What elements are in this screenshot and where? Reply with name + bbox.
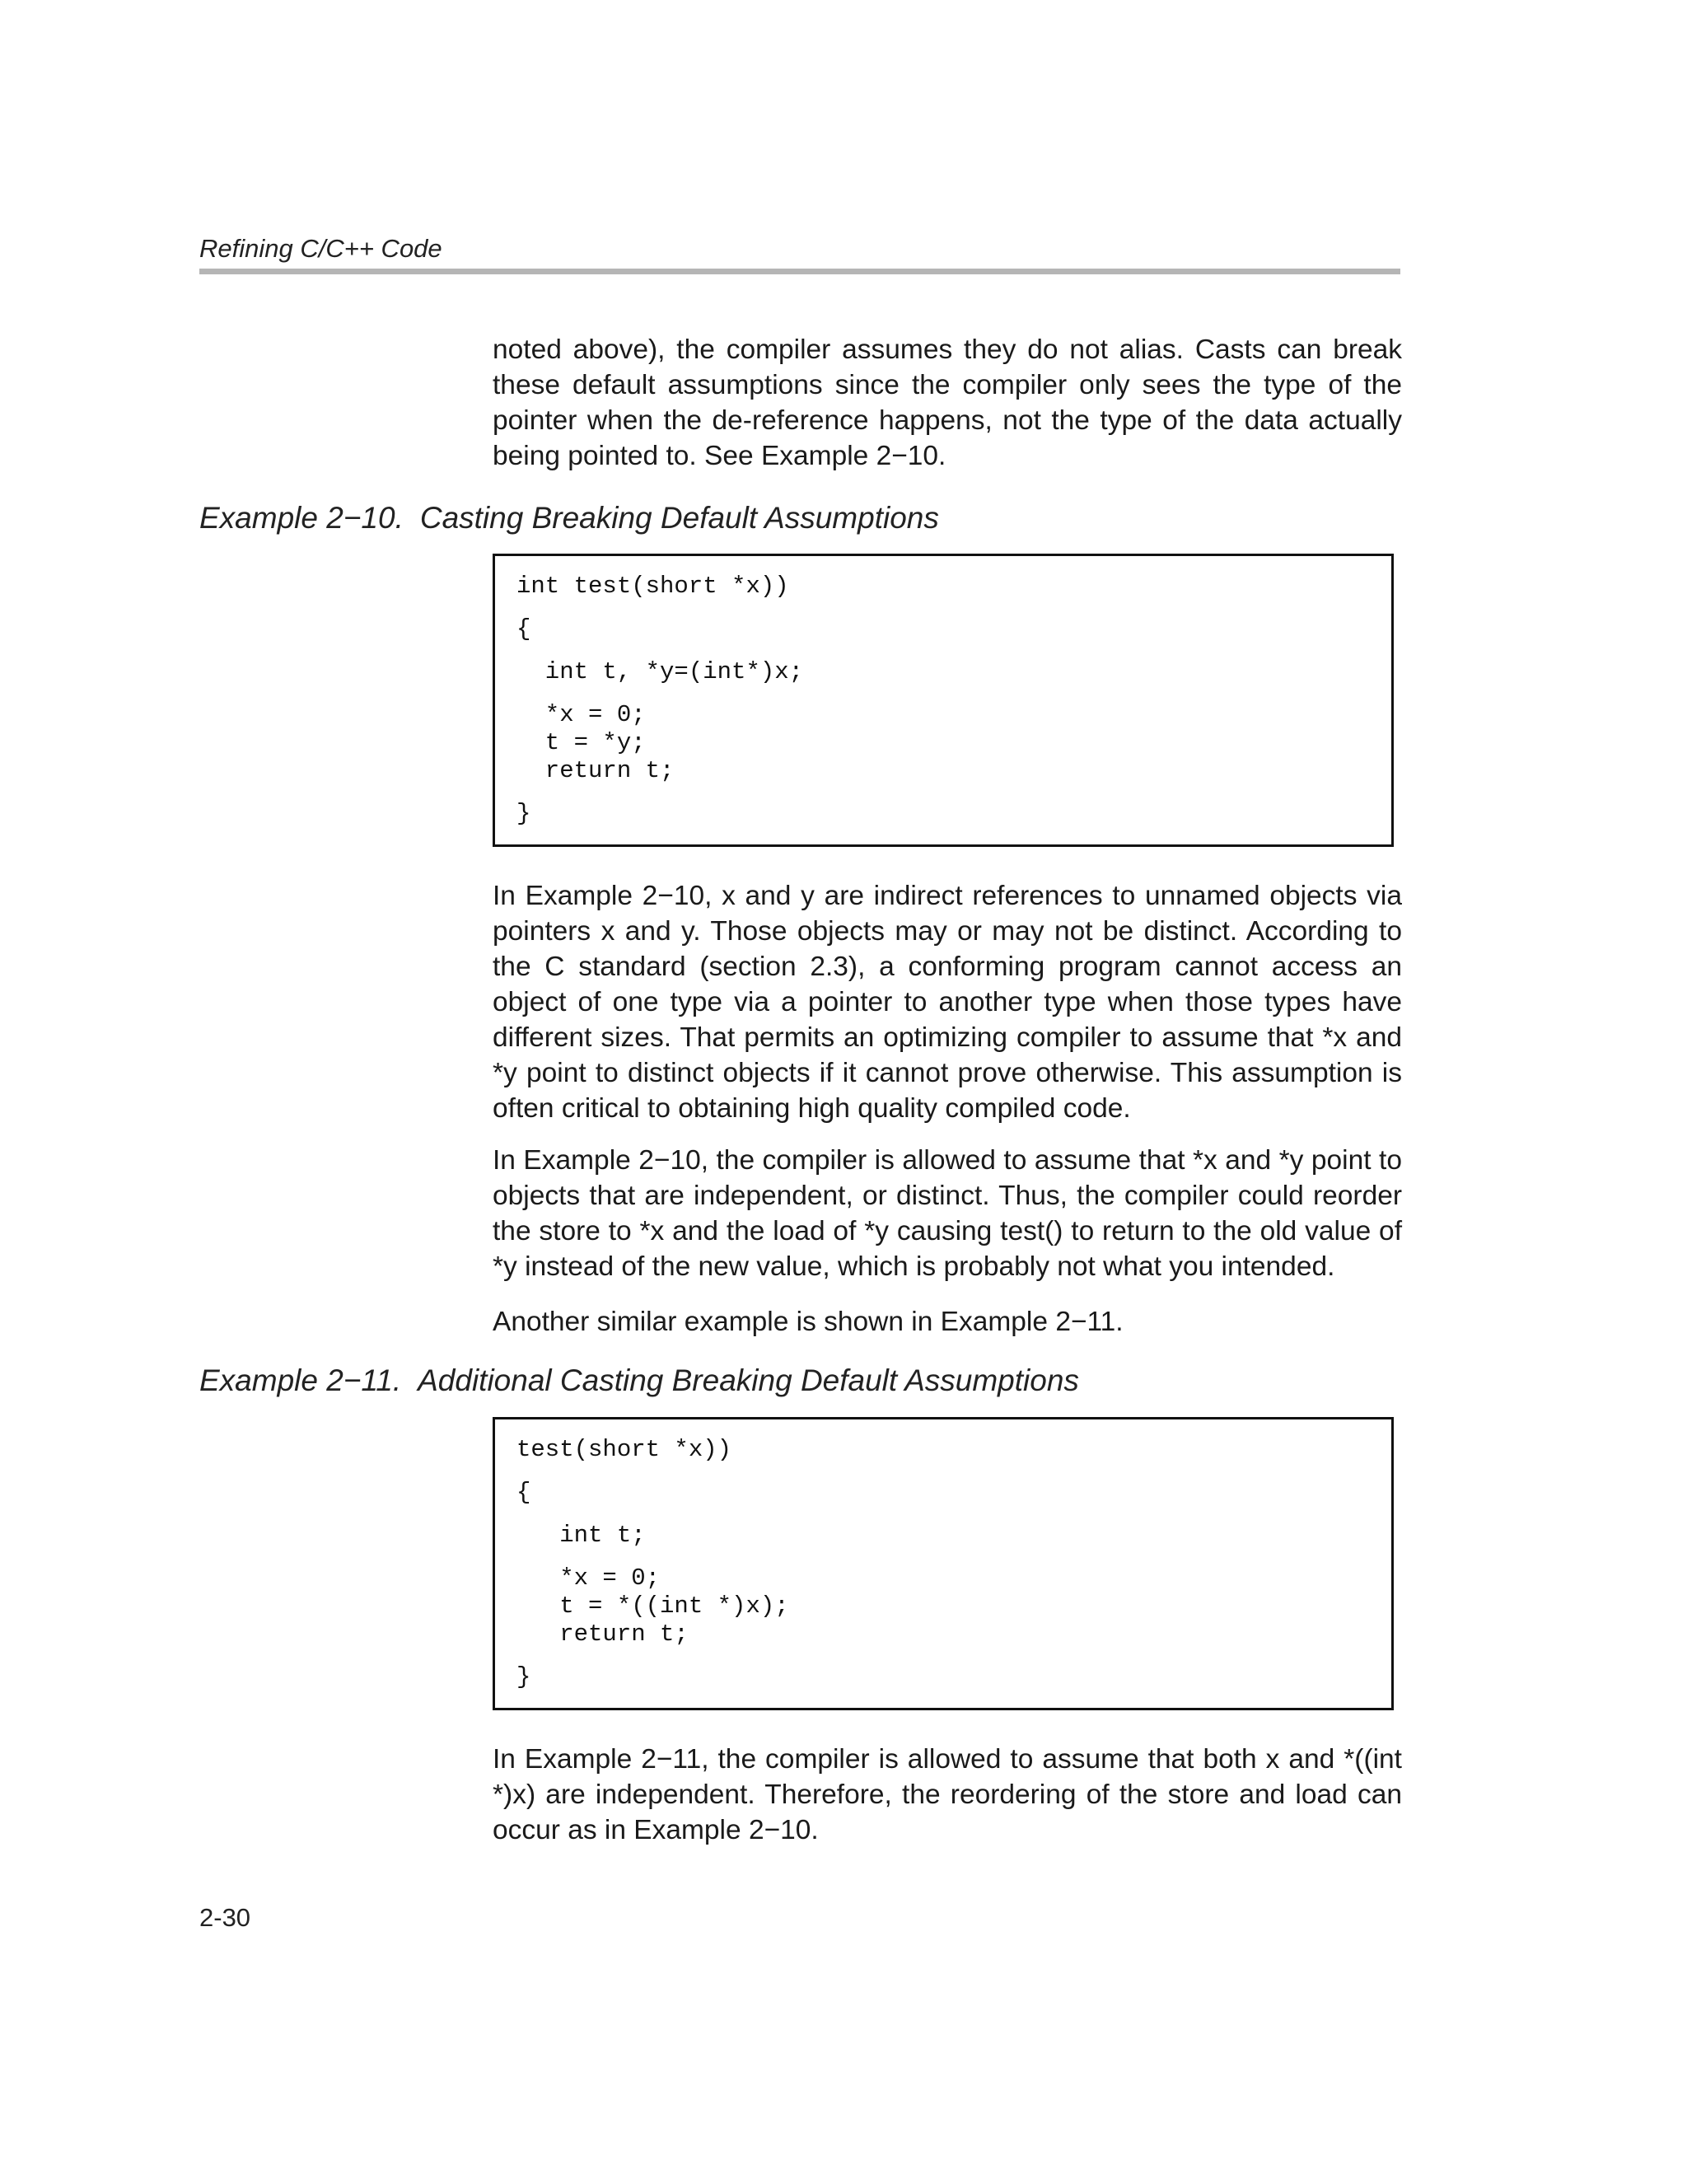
code-line: return t; — [516, 1620, 689, 1648]
code-line: t = *y; — [516, 729, 646, 756]
code-block-example-2-10 — [493, 554, 1394, 847]
code-line: *x = 0; — [516, 1564, 661, 1592]
code-line: int t, *y=(int*)x; — [516, 658, 804, 685]
code-line: return t; — [516, 757, 675, 784]
code-line: { — [516, 615, 531, 643]
code-line: } — [516, 800, 531, 827]
code-line: } — [516, 1663, 531, 1691]
code-line: int t; — [516, 1522, 646, 1549]
code-line: t = *((int *)x); — [516, 1592, 789, 1620]
running-header: Refining C/C++ Code — [199, 234, 442, 263]
header-rule — [199, 269, 1400, 274]
paragraph-intro: noted above), the compiler assumes they do not alias. Casts can break these default assumptions since the compiler only sees the type of the pointer when the de-reference happens, not the type of the data actually being pointed to. See Example 2−10. — [493, 334, 1402, 471]
example-2-10-caption — [199, 501, 939, 535]
code-line: { — [516, 1479, 531, 1506]
example-2-11-caption — [199, 1363, 1079, 1398]
paragraph-closing: In Example 2−11, the compiler is allowed to assume that both x and *((int *)x) are independent. Therefore, the reordering of the store and load can occur as in Example 2−10. — [493, 1744, 1402, 1845]
code-line: int test(short *x)) — [516, 573, 789, 600]
code-line: *x = 0; — [516, 701, 646, 728]
code-block-example-2-11 — [493, 1417, 1394, 1710]
paragraph-another-example: Another similar example is shown in Example 2−11. — [493, 1307, 1124, 1337]
paragraph-aliasing-explanation: In Example 2−10, x and y are indirect references to unnamed objects via pointers x and y. Those objects may or may not be distinct. According to the C standard (section 2.3), a conforming program cannot access an object of one type via a pointer to another type when those types have different sizes. That permits an optimizing compiler to assume that *x and *y point to distinct objects if it cannot prove otherwise. This assumption is often critical to obtaining high quality compiled code. — [493, 881, 1402, 1124]
example-2-11-number: Example 2−11. — [199, 1363, 402, 1397]
example-2-10-number: Example 2−10. — [199, 501, 404, 535]
code-line: test(short *x)) — [516, 1436, 732, 1463]
page-number: 2-30 — [199, 1903, 251, 1932]
paragraph-reorder-explanation: In Example 2−10, the compiler is allowed to assume that *x and *y point to objects that are independent, or distinct. Thus, the compiler could reorder the store to *x and the load of *y causing test() to return to the old value of *y instead of the new value, which is probably not what you intended. — [493, 1145, 1402, 1282]
example-2-11-title: Additional Casting Breaking Default Assumptions — [418, 1363, 1079, 1397]
example-2-10-title: Casting Breaking Default Assumptions — [419, 501, 939, 535]
